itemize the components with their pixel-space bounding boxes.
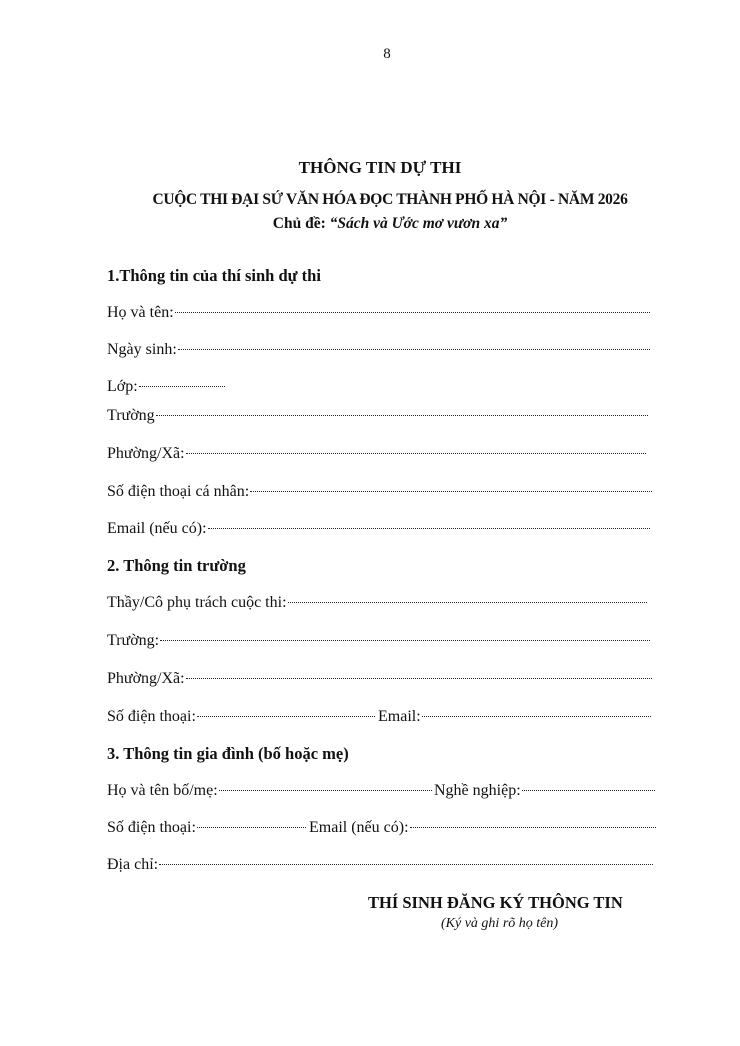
school-phone-field[interactable] (107, 708, 375, 726)
student-ward-field[interactable] (107, 445, 646, 463)
contest-topic (0, 215, 740, 233)
fill-line (410, 826, 656, 828)
section-heading-family: 3. Thông tin gia đình (bố hoặc mẹ) (107, 744, 349, 763)
birthdate-label: Ngày sinh: (107, 341, 177, 358)
parent-email-label: Email (nếu có): (309, 819, 409, 836)
student-name-field[interactable] (107, 304, 650, 322)
phone-label: Số điện thoại cá nhân: (107, 483, 250, 500)
form-title: THÔNG TIN DỰ THI (298, 158, 462, 177)
student-email-field[interactable] (107, 520, 650, 538)
fill-line (159, 863, 653, 865)
fill-line (208, 527, 650, 529)
fill-line (160, 639, 650, 641)
address-label: Địa chỉ: (107, 856, 159, 873)
fill-line (422, 715, 651, 717)
class-label: Lớp: (107, 378, 138, 395)
school-ward-field[interactable] (107, 670, 652, 688)
fill-line (186, 452, 646, 454)
parent-name-field[interactable] (107, 782, 432, 800)
ward-label: Phường/Xã: (107, 445, 185, 462)
school-phone-label: Số điện thoại: (107, 708, 196, 725)
school-name-label: Trường: (107, 632, 160, 649)
fill-line (175, 311, 650, 313)
fill-line (178, 348, 650, 350)
topic-prefix: Chủ đề: (272, 215, 330, 232)
fill-line (197, 715, 375, 717)
parent-phone-field[interactable] (107, 819, 306, 837)
school-ward-label: Phường/Xã: (107, 670, 185, 687)
student-school-field[interactable] (107, 407, 648, 425)
teacher-label: Thầy/Cô phụ trách cuộc thi: (107, 594, 287, 611)
school-label: Trường (107, 407, 155, 424)
student-phone-field[interactable] (107, 483, 652, 501)
contest-name: CUỘC THI ĐẠI SỨ VĂN HÓA ĐỌC THÀNH PHỐ HÀ NỘI - NĂM 2026 (152, 191, 628, 208)
section-heading-student: 1.Thông tin của thí sinh dự thi (107, 266, 321, 285)
parent-name-label: Họ và tên bố/mẹ: (107, 782, 218, 799)
signature-title: THÍ SINH ĐĂNG KÝ THÔNG TIN (368, 893, 623, 912)
student-name-label: Họ và tên: (107, 304, 174, 321)
occupation-field[interactable] (434, 782, 655, 800)
parent-phone-label: Số điện thoại: (107, 819, 196, 836)
school-email-field[interactable] (378, 708, 651, 726)
fill-line (250, 490, 652, 492)
occupation-label: Nghề nghiệp: (434, 782, 521, 799)
fill-line (219, 789, 432, 791)
fill-line (522, 789, 655, 791)
email-label: Email (nếu có): (107, 520, 207, 537)
teacher-field[interactable] (107, 594, 647, 612)
section-heading-school: 2. Thông tin trường (107, 556, 246, 575)
school-name-field[interactable] (107, 632, 650, 650)
signature-note: (Ký và ghi rõ họ tên) (441, 916, 559, 931)
school-email-label: Email: (378, 708, 421, 725)
fill-line (197, 826, 306, 828)
student-class-field[interactable] (107, 378, 225, 396)
address-field[interactable] (107, 856, 653, 874)
fill-line (186, 677, 652, 679)
fill-line (139, 385, 225, 387)
student-birthdate-field[interactable] (107, 341, 650, 359)
topic-quote: “Sách và Ước mơ vươn xa” (329, 215, 508, 232)
fill-line (156, 414, 648, 416)
parent-email-field[interactable] (309, 819, 656, 837)
page-number: 8 (383, 46, 391, 62)
fill-line (288, 601, 647, 603)
